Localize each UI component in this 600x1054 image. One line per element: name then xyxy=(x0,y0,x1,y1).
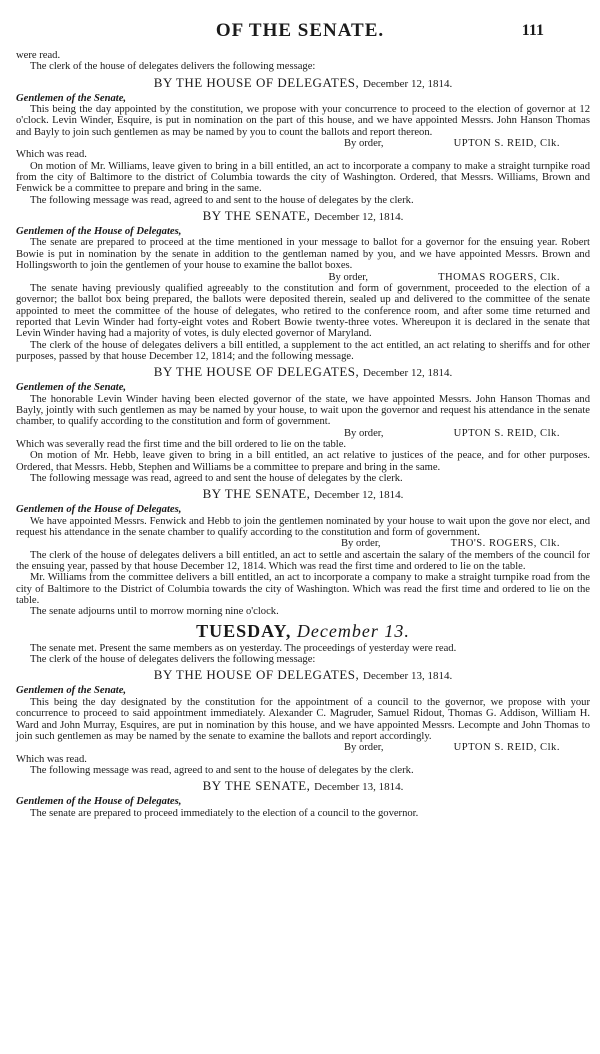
paragraph: were read. xyxy=(16,50,61,61)
paragraph: The clerk of the house of delegates delivers a bill entitled, a supplement to the act entitled, an act relating to sheriffs and for other purposes, passed by that house December 12, 1814; and the following message. xyxy=(16,339,590,362)
paragraph: Which was severally read the first time and the bill ordered to lie on the table. xyxy=(16,438,347,450)
salutation: Gentlemen of the Senate, xyxy=(16,382,127,394)
paragraph: This being the day designated by the constitution for the appointment of a council to the governor, we propose with your concurrence to proceed to said appointment immediately. Alexander C. Magruder, Samuel Ridout, Thomas G. Addison, William H. Ward and John Murray, Esquires, are put in nomination by this house, and we have appointed Messrs. Lecompte and John Thomas to join such gentlemen as may be named by the senate to examine the ballots and report accordingly. xyxy=(16,696,590,742)
day-heading-day: TUESDAY, xyxy=(196,620,292,641)
paragraph: The senate met. Present the same members as on yesterday. The proceedings of yesterday were read. xyxy=(30,642,457,654)
day-heading xyxy=(16,621,590,641)
salutation: Gentlemen of the Senate, xyxy=(16,685,127,697)
signature-line xyxy=(16,742,590,753)
paragraph: The clerk of the house of delegates delivers the following message: xyxy=(30,61,316,73)
salutation: Gentlemen of the House of Delegates, xyxy=(16,504,182,516)
message-heading-date: December 12, 1814. xyxy=(363,77,453,90)
message-heading xyxy=(16,208,590,225)
page-number: 111 xyxy=(521,22,544,39)
message-heading-org: BY THE HOUSE OF DELEGATES, xyxy=(153,74,360,90)
paragraph: The clerk of the house of delegates delivers the following message: xyxy=(30,654,316,666)
signature-name: UPTON S. REID, Clk. xyxy=(453,427,560,439)
signature-by-order: By order, xyxy=(343,138,384,150)
message-heading-org: BY THE SENATE, xyxy=(202,208,311,224)
paragraph: On motion of Mr. Williams, leave given to bring in a bill entitled, an act to incorporate a company to make a straight turnpike road from the city of Baltimore to the district of Columbia towards the city of Washington. Ordered, that Messrs. Williams, Brown and Fenwick be a committee to prepare and bring in the same. xyxy=(16,160,590,195)
message-heading-org: BY THE HOUSE OF DELEGATES, xyxy=(153,364,360,380)
document-body xyxy=(16,50,590,819)
signature-line xyxy=(16,272,590,283)
paragraph: The following message was read, agreed to and sent to the house of delegates by the clerk. xyxy=(30,194,414,206)
message-heading-org: BY THE SENATE, xyxy=(202,778,311,794)
signature-line xyxy=(16,138,590,149)
signature-by-order: By order, xyxy=(343,742,384,754)
paragraph: The following message was read, agreed to and sent the house of delegates by the clerk. xyxy=(30,473,403,484)
page-title: OF THE SENATE. xyxy=(215,20,385,41)
paragraph: The clerk of the house of delegates delivers a bill entitled, an act to settle and ascertain the salary of the members of the council for the ensuing year, passed by that house December 12, 1814. Which was read the first time and ordered to lie on the table. xyxy=(16,549,590,573)
salutation: Gentlemen of the Senate, xyxy=(16,92,127,104)
message-heading-date: December 13, 1814. xyxy=(363,670,453,683)
paragraph: The senate having previously qualified agreeably to the constitution and form of government, proceeded to the election of a governor; the ballot box being prepared, the ballots were deposited therein, sealed up and delivered to the committee of the senate appointed to meet the committee of the house of delegates, who retired to the conference room, and after some time returned and reported that Levin Winder had forty-eight votes and Robert Bowie twenty-three votes. Whereupon it is declared in the senate that Levin Winder having had a majority of votes, is duly elected governor of Maryland. xyxy=(16,282,590,340)
message-heading xyxy=(16,778,590,795)
message-heading-org: BY THE HOUSE OF DELEGATES, xyxy=(153,667,360,683)
signature-name: THO'S. ROGERS, Clk. xyxy=(450,538,560,550)
message-heading-org: BY THE SENATE, xyxy=(202,486,311,502)
page-header xyxy=(0,20,600,44)
paragraph: The senate are prepared to proceed at the time mentioned in your message to ballot for a governor for the ensuing year. Robert Bowie is put in nomination by the senate in addition to the gentleman named by you, and we have appointed Messrs. Brown and Hollingsworth to join the gentlemen of your house to examine the ballot boxes. xyxy=(16,237,590,272)
paragraph: The senate are prepared to proceed immediately to the election of a council to the governor. xyxy=(30,807,419,819)
signature-by-order: By order, xyxy=(343,427,384,439)
message-heading xyxy=(16,364,590,381)
paragraph: This being the day appointed by the constitution, we propose with your concurrence to proceed to the election of governor at 12 o'clock. Levin Winder, Esquire, is put in nomination on the part of this house, and we have appointed Messrs. John Hanson Thomas and Bayly to join such gentlemen as may be named by you to count the ballots and report thereon. xyxy=(16,104,590,138)
paragraph: The following message was read, agreed to and sent to the house of delegates by the clerk. xyxy=(30,764,414,776)
signature-line xyxy=(16,428,590,439)
day-heading-date: December 13. xyxy=(296,620,410,641)
message-heading-date: December 12, 1814. xyxy=(314,489,404,502)
paragraph: Which was read. xyxy=(16,149,87,161)
paragraph: The honorable Levin Winder having been elected governor of the state, we have appointed Messrs. John Hanson Thomas and Bayly, jointly with such gentlemen as may be named by your house, to wait upon the governor and request his attendance in the senate chamber, to qualify according to the constitution and form of government. xyxy=(16,393,590,428)
signature-name: THOMAS ROGERS, Clk. xyxy=(438,271,560,283)
signature-by-order: By order, xyxy=(340,538,381,550)
paragraph: On motion of Mr. Hebb, leave given to bring in a bill entitled, an act relative to justices of the peace, and for other purposes. Ordered, that Messrs. Hebb, Stephen and Williams be a committee to prepare and bring in the same. xyxy=(16,450,590,473)
signature-name: UPTON S. REID, Clk. xyxy=(453,138,560,150)
signature-name: UPTON S. REID, Clk. xyxy=(453,742,560,754)
salutation: Gentlemen of the House of Delegates, xyxy=(16,226,182,238)
message-heading-date: December 12, 1814. xyxy=(363,367,453,380)
message-heading-date: December 12, 1814. xyxy=(314,211,404,224)
signature-by-order: By order, xyxy=(328,271,369,283)
message-heading xyxy=(16,75,590,92)
message-heading-date: December 13, 1814. xyxy=(314,781,404,794)
message-heading xyxy=(16,486,590,503)
paragraph: The senate adjourns until to morrow morning nine o'clock. xyxy=(30,606,279,618)
message-heading xyxy=(16,667,590,684)
paragraph: Which was read. xyxy=(16,753,87,765)
paragraph: Mr. Williams from the committee delivers a bill entitled, an act to incorporate a company to make a straight turnpike road from the city of Baltimore to the District of Columbia towards the city of Washington. Which was read the first time and ordered to lie on the table. xyxy=(16,572,590,607)
salutation: Gentlemen of the House of Delegates, xyxy=(16,796,182,808)
signature-line xyxy=(16,538,590,549)
paragraph: We have appointed Messrs. Fenwick and Hebb to join the gentlemen nominated by your house to wait upon the gove nor elect, and request his attendance in the senate chamber to qualify according to the constitution and form of government. xyxy=(16,515,590,539)
